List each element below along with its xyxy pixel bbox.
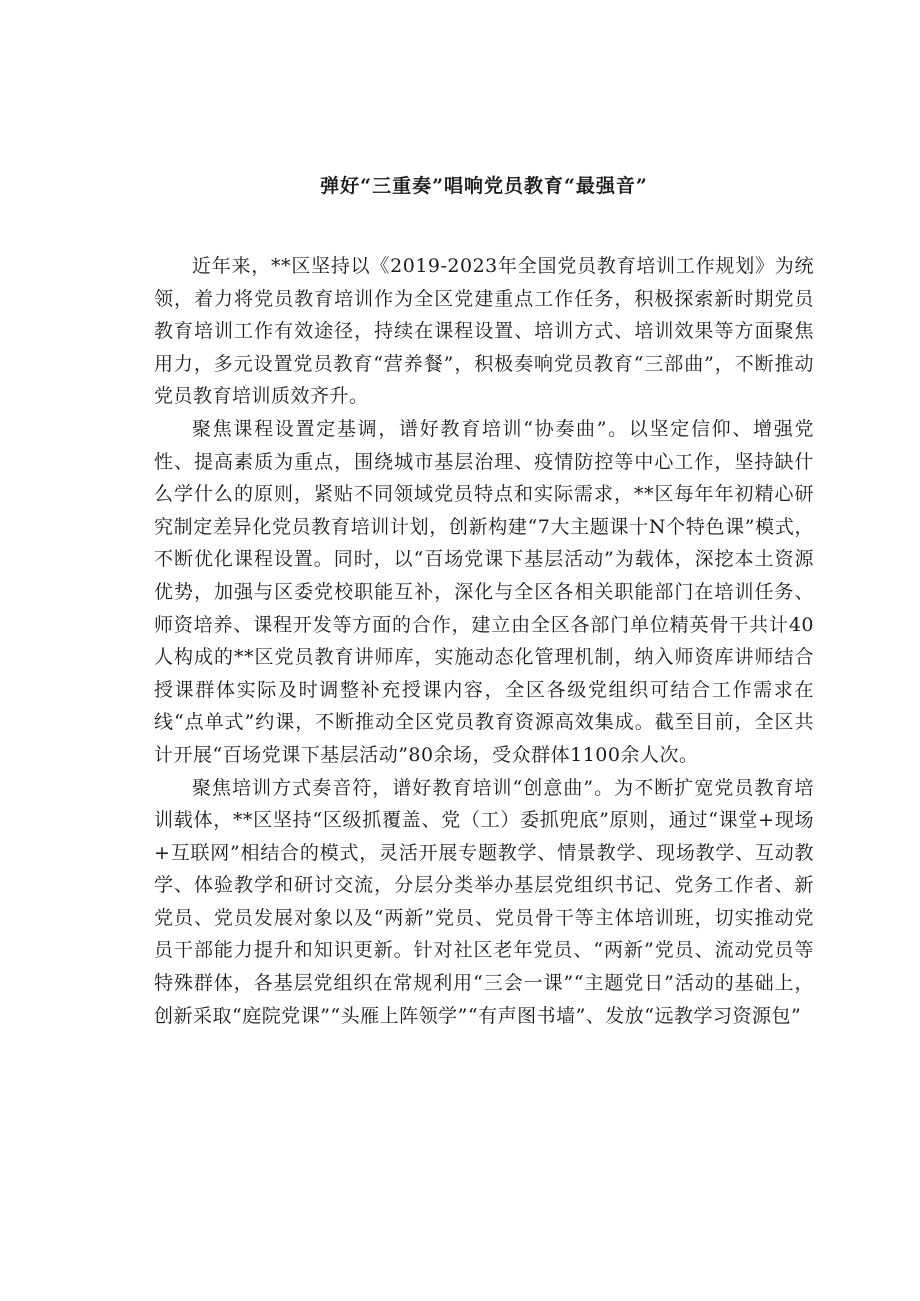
document-title: 弹好“三重奏”唱响党员教育“最强音” — [320, 175, 648, 197]
paragraph-intro: 近年来，**区坚持以《2019-2023年全国党员教育培训工作规划》为统领，着力将党员教育培训作为全区党建重点工作任务，积极探索新时期党员教育培训工作有效途径，持续在课程设置、培训方式、培训效果等方面聚焦用力，多元设置党员教育“营养餐”，积极奏响党员教育“三部曲”，不断推动党员教育培训质效齐升。 — [154, 255, 814, 408]
paragraph-course-setting: 聚焦课程设置定基调，谱好教育培训“协奏曲”。以坚定信仰、增强党性、提高素质为重点，围绕城市基层治理、疫情防控等中心工作，坚持缺什么学什么的原则，紧贴不同领域党员特点和实际需求，**区每年年初精心研究制定差异化党员教育培训计划，创新构建“7大主题课十N个特色课”模式，不断优化课程设置。同时，以“百场党课下基层活动”为载体，深挖本土资源优势，加强与区委党校职能互补，深化与全区各相关职能部门在培训任务、师资培养、课程开发等方面的合作，建立由全区各部门单位精英骨干共计40人构成的**区党员教育讲师库，实施动态化管理机制，纳入师资库讲师结合授课群体实际及时调整补充授课内容，全区各级党组织可结合工作需求在线“点单式”约课，不断推动全区党员教育资源高效集成。截至目前，全区共计开展“百场党课下基层活动”80余场，受众群体1100余人次。 — [154, 417, 814, 766]
paragraph-training-method: 聚焦培训方式奏音符，谱好教育培训“创意曲”。为不断扩宽党员教育培训载体，**区坚持“区级抓覆盖、党（工）委抓兜底”原则，通过“课堂+现场+互联网”相结合的模式，灵活开展专题教学、情景教学、现场教学、互动教学、体验教学和研讨交流，分层分类举办基层党组织书记、党务工作者、新党员、党员发展对象以及“两新”党员、党员骨干等主体培训班，切实推动党员干部能力提升和知识更新。针对社区老年党员、“两新”党员、流动党员等特殊群体，各基层党组织在常规利用“三会一课”“主题党日”活动的基础上，创新采取“庭院党课”“头雁上阵领学”“有声图书墙”、发放“远教学习资源包” — [154, 776, 814, 1027]
